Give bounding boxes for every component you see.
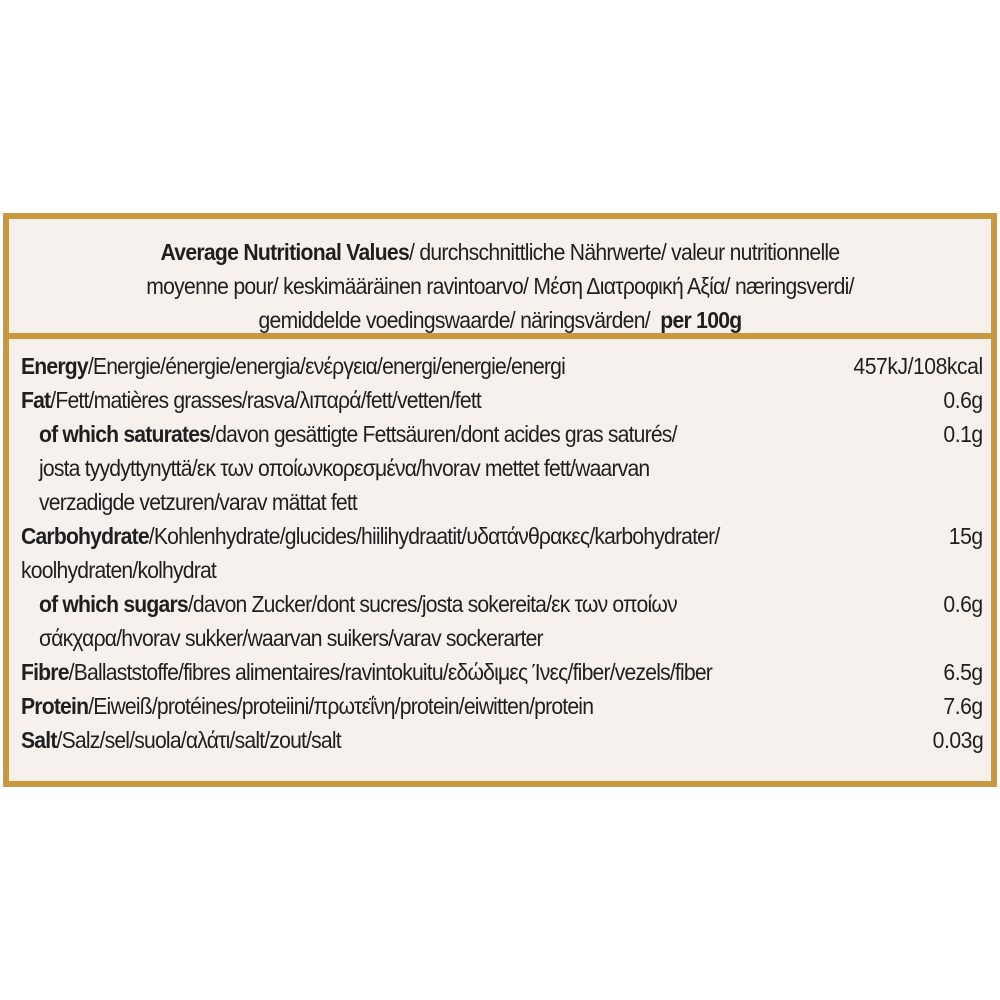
nutrient-name: [21, 349, 887, 383]
nutrient-translations-cont: koolhydraten/kolhydrat: [21, 557, 216, 583]
nutrient-label-bold: Energy: [21, 353, 88, 379]
header-line-3-rest: gemiddelde voedingswaarde/ näringsvärden/: [258, 307, 650, 333]
nutrient-name: [21, 723, 887, 757]
nutrient-translations: /davon Zucker/dont sucres/josta sokereita/εκ των οποίων: [187, 591, 677, 617]
nutrient-translations: /Kohlenhydrate/glucides/hiilihydraatit/υδατάνθρακες/karbohydrater/: [148, 523, 720, 549]
nutrient-translations: /Energie/énergie/energia/ενέργεια/energi/energie/energi: [87, 353, 565, 379]
nutrition-label: [3, 213, 997, 787]
nutrient-value: 457kJ/108kcal: [853, 353, 983, 379]
nutrient-label-bold: Carbohydrate: [21, 523, 149, 549]
nutrient-row-saturates: [21, 417, 983, 519]
label-header: [58, 219, 942, 333]
nutrient-value: 0.03g: [932, 727, 983, 753]
nutrient-row-salt: [21, 723, 983, 757]
nutrient-value: 0.6g: [943, 591, 983, 617]
nutrient-translations-cont: verzadigde vetzuren/varav mättat fett: [39, 489, 358, 515]
nutrient-row-fat: [21, 383, 983, 417]
nutrient-row-sugars: [21, 587, 983, 655]
nutrient-name: [21, 519, 887, 553]
nutrient-translations: /Fett/matières grasses/rasva/λιπαρά/fett/vetten/fett: [50, 387, 481, 413]
nutrient-row-energy: [21, 349, 983, 383]
nutrient-row-protein: [21, 689, 983, 723]
nutrient-label-bold: of which saturates: [39, 421, 211, 447]
nutrient-name: [21, 689, 887, 723]
nutrient-translations: /Eiweiß/protéines/proteiini/πρωτεΐνη/protein/eiwitten/protein: [88, 693, 594, 719]
nutrient-value: 6.5g: [943, 659, 983, 685]
nutrient-value: 0.6g: [943, 387, 983, 413]
nutrient-row-carbohydrate: [21, 519, 983, 587]
nutrient-label-bold: Fat: [21, 387, 51, 413]
nutrient-translations: /Ballaststoffe/fibres alimentaires/ravintokuitu/εδώδιμες Ίνες/fiber/vezels/fiber: [68, 659, 713, 685]
nutrient-value: 0.1g: [943, 421, 983, 447]
nutrient-label-bold: of which sugars: [39, 591, 188, 617]
nutrient-value: 15g: [949, 523, 983, 549]
nutrient-translations: /davon gesättigte Fettsäuren/dont acides gras saturés/: [210, 421, 677, 447]
nutrient-label-bold: Fibre: [21, 659, 69, 685]
nutrient-label-bold: Protein: [21, 693, 89, 719]
nutrient-translations-cont: josta tyydyttynyttä/εκ των οποίωνκορεσμένα/hvorav mettet fett/waarvan: [39, 455, 650, 481]
header-line-2: moyenne pour/ keskimääräinen ravintoarvo/ Μέση Διατροφική Αξία/ næringsverdi/: [146, 273, 854, 299]
nutrient-translations-cont: σάκχαρα/hvorav sukker/waarvan suikers/varav sockerarter: [39, 625, 543, 651]
header-title: Average Nutritional Values: [160, 239, 410, 265]
nutrient-row-fibre: [21, 655, 983, 689]
per-100g-label: per 100g: [660, 307, 742, 333]
header-line-1: [58, 235, 942, 269]
nutrient-name: [21, 655, 887, 689]
header-line-3: [58, 303, 942, 337]
nutrient-value: 7.6g: [943, 693, 983, 719]
nutrient-name: [21, 383, 887, 417]
nutrient-label-bold: Salt: [21, 727, 57, 753]
nutrient-table: [21, 349, 983, 757]
header-line-1-rest: / durchschnittliche Nährwerte/ valeur nutritionnelle: [409, 239, 840, 265]
nutrient-name: [21, 417, 887, 451]
nutrient-translations: /Salz/sel/suola/αλάτι/salt/zout/salt: [56, 727, 341, 753]
nutrient-name: [21, 587, 887, 621]
header-divider: [9, 333, 991, 339]
